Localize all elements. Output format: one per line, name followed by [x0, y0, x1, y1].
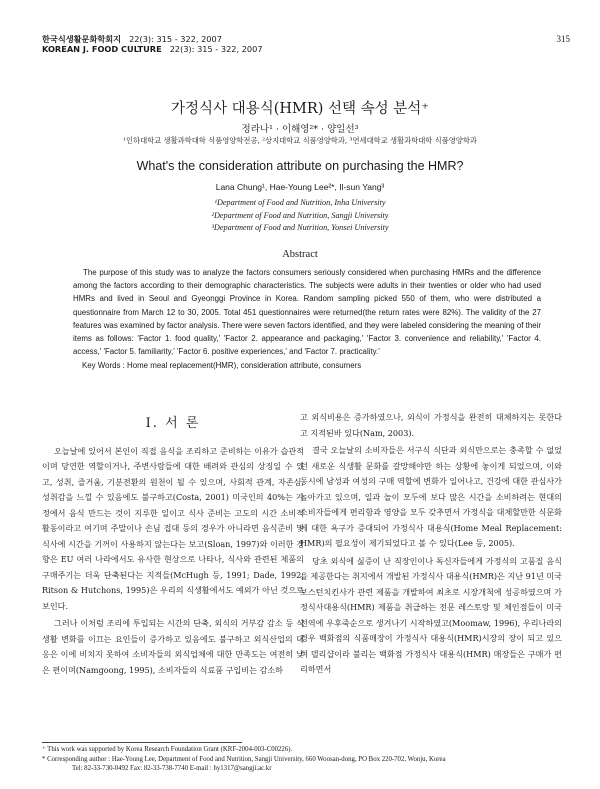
footnote-funding: ⁺ This work was supported by Korea Research Foundation Grant (KRF-2004-003-C00226).: [42, 746, 293, 753]
journal-pages: 22(3): 315 - 322, 2007: [129, 34, 222, 44]
authors-english: Lana Chung¹, Hae-Young Lee²*, Il-sun Yang³: [215, 182, 385, 192]
abstract-text: The purpose of this study was to analyze the factors consumers seriously considered when purchasing HMRs and the difference among the factors according to their demographic characteristics. The subjects were adults in their twenties or older who had used HMRs and lived in Seoul and Gyeonggi Province in Korea. Random sampling picked 550 of them, who were distributed a questionnaire from March 12 to 30, 2005. Total 451 questionnaires were returned(the return rates were 82%). The validity of the 27 features was examined by factor analysis. There were seven factors identified, and they were labeled considering the meaning of their items as follows: 'Factor 1. food quality,' 'Factor 2. appearance and packaging,' 'Factor 3. convenience and reliability,' 'Factor 4. access,' 'Factor 5. familiarity,' 'Factor 6. positive experiences,' and 'Factor 7. practicality.': [73, 268, 541, 357]
journal-name-en: KOREAN J. FOOD CULTURE: [42, 44, 162, 54]
authors-korean: 정라나¹ · 이해영²* · 양일선³: [241, 124, 359, 135]
footnote-contact: Tel: 82-33-730-0492 Fax: 82-33-738-7740 E-mail : hy1317@sangji.ac.kr: [72, 765, 272, 772]
affiliation-1: ¹Department of Food and Nutrition, Inha University: [214, 198, 386, 207]
title-english: What's the consideration attribute on purchasing the HMR?: [136, 159, 464, 173]
abstract-heading: Abstract: [282, 249, 318, 260]
paragraph: 결국 오늘날의 소비자들은 서구식 식단과 외식만으로는 충족할 수 없었던 새로운 식생활 문화를 갈망해야만 하는 상황에 놓이게 되었으며, 이와 동시에 남성과 여성의 구매 역할에 변화가 일어나고, 건강에 대한 관심사가 높아가고 있으며, 일과 놀이 모두에 보다 많은 시간을 소비하려는 현대의 소비자들에게 편리함과 영양을 모두 갖추면서 가정식을 대체할만한 식문화에 대한 욕구가 증대되어 가정식사 대용식(Home Meal Replacement: HMR)의 필요성이 제기되었다고 볼 수 있다(Lee 등, 2005).: [300, 445, 562, 548]
paragraph: 당초 외식에 싫증이 난 직장인이나 독신자들에게 가정식의 고품질 음식을 제공한다는 취지에서 개발된 가정식사 대용식(HMR)은 지난 91년 미국 보스턴치킨사가 관련 제품을 개발하여 최초로 시장개척에 성공하였으며 가정식사대용식(HMR) 제품을 취급하는 전문 레스토랑 및 체인점들이 미국 전역에 우후죽순으로 생겨나기 시작하였고(Moomaw, 1996), 우리나라의 경우 백화점의 식품매장이 가정식사 대용식(HMR)시장의 장이 되고 있으며 델리샵이라 불리는 백화점 가정식사 대용식(HMR) 매장들은 구매가 편리하면서: [300, 555, 562, 674]
affiliation-3: ³Department of Food and Nutrition, Yonsei University: [211, 223, 389, 232]
journal-name-kr: 한국식생활문화학회지: [42, 34, 122, 44]
footnote-corresponding: * Corresponding author : Hae-Young Lee, Department of Food and Nutrition, Sangji University, 660 Woosan-dong, PO Box 220-702, Wonju, Korea: [42, 755, 446, 763]
body-right-column: [300, 410, 562, 678]
footnote-divider: [42, 742, 242, 743]
section-heading: Ⅰ. 서 론: [145, 416, 201, 431]
affiliation-2: ²Department of Food and Nutrition, Sangji University: [211, 210, 389, 220]
journal-header: [42, 34, 271, 54]
journal-pages-en: 22(3): 315 - 322, 2007: [169, 44, 263, 54]
page-number: 315: [556, 34, 570, 44]
footnotes: [42, 745, 572, 774]
keywords: Key Words : Home meal replacement(HMR), consideration attribute, consumers: [82, 361, 362, 370]
paragraph: 그러나 이처럼 조리에 투입되는 시간의 단축, 외식의 거부감 감소 등 식생활 변화를 이끄는 요인들이 증가하고 있음에도 불구하고 외식산업의 대응은 이에 비치지 못하여 소비자들의 외식업체에 대한 만족도는 여전히 낮은 편이며(Namgoong, 1995), 소비자들의 식료품 구입비는 감소하: [42, 618, 304, 675]
affiliations-english: [0, 197, 600, 235]
paragraph: 고 외식비용은 증가하였으나, 외식이 가정식을 완전히 대체하지는 못한다고 지적된바 있다(Nam, 2003).: [300, 412, 562, 438]
body-left-column: [42, 414, 304, 678]
paragraph: 오늘날에 있어서 본인이 직접 음식을 조리하고 준비하는 이유가 습관적이며 당연한 역할이거나, 주변사람들에 대한 배려와 관심의 상징일 수 있고, 성취, 즐거움, 기분전환의 원천이 될 수 있으며, 사회적 관계, 자존심, 성취감을 느낄 수 있음에도 불구하고(Costa, 2001) 미국인의 40%는 가정에서 음식 만드는 것이 지루한 일이고 식사 준비는 고도의 시간 소비적 활동이라고 여기며 주말이나 손님 접대 등의 경우가 아니라면 음식준비 및 식사에 시간을 기꺼이 사용하지 않는다는 보고(Sloan, 1997)와 이러한 경향은 EU 여러 나라에서도 유사한 현상으로 나타나, 식사와 관련된 제품의 구매주기는 더욱 단축된다는 지적들(McHugh 등, 1991; Dade, 1992; Ritson & Hutchons, 1995)은 우리의 식생활에서도 예외가 아닌 것으로 보인다.: [42, 445, 304, 611]
affiliations-korean: ¹인하대학교 생활과학대학 식품영양학전공, ²상지대학교 식품영양학과, ³연세대학교 생활과학대학 식품영양학과: [123, 136, 477, 145]
title-korean: 가정식사 대용식(HMR) 선택 속성 분석⁺: [171, 101, 429, 117]
